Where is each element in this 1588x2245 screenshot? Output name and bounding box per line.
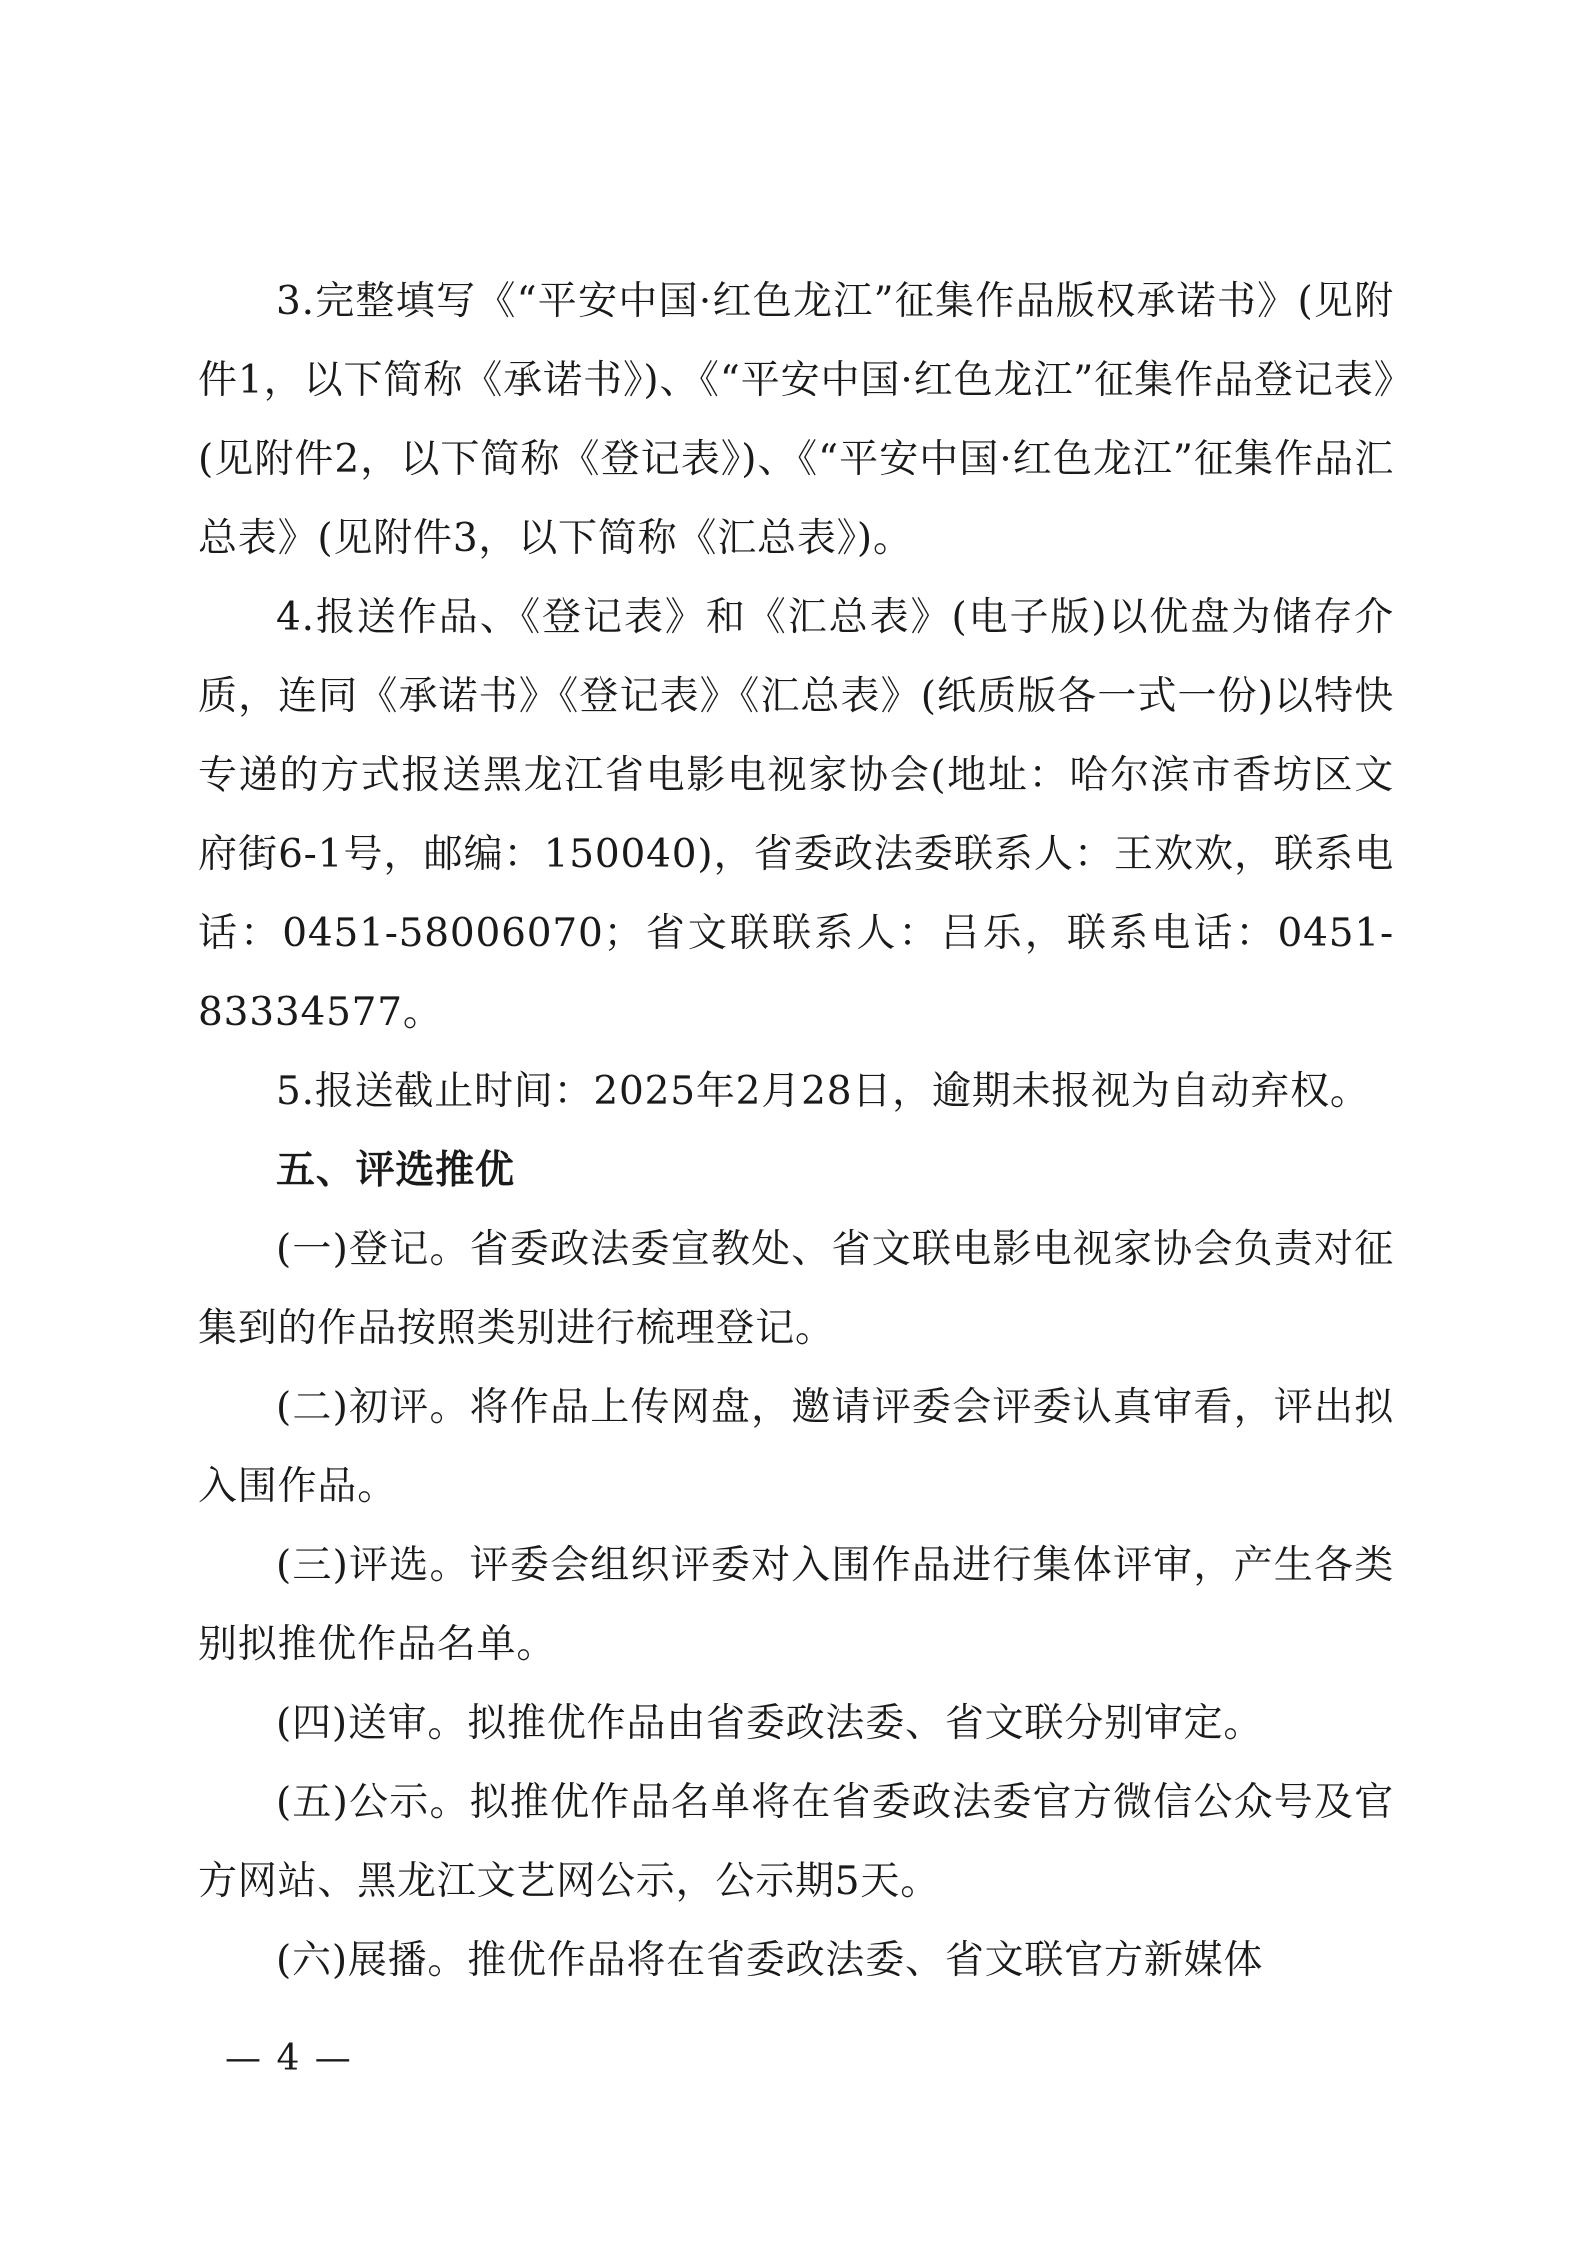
- paragraph-preliminary-review: (二)初评。将作品上传网盘，邀请评委会评委认真审看，评出拟入围作品。: [198, 1385, 1394, 1509]
- paragraph-broadcast: (六)展播。推优作品将在省委政法委、省文联官方新媒体: [276, 1938, 1264, 1983]
- paragraph-selection: (三)评选。评委会组织评委对入围作品进行集体评审，产生各类别拟推优作品名单。: [198, 1543, 1394, 1667]
- document-body: [198, 262, 1394, 2000]
- paragraph-submission-review: (四)送审。拟推优作品由省委政法委、省文联分别审定。: [276, 1701, 1264, 1746]
- paragraph-item-4: 4.报送作品、《登记表》和《汇总表》(电子版)以优盘为储存介质，连同《承诺书》《登记表》《汇总表》(纸质版各一式一份)以特快专递的方式报送黑龙江省电影电视家协会(地址：哈尔滨市香坊区文府街6-1号，邮编：150040)，省委政法委联系人：王欢欢，联系电话：0451-58006070；省文联联系人：吕乐，联系电话：0451-83334577。: [198, 595, 1394, 1035]
- page-number: — 4 —: [225, 2038, 353, 2079]
- paragraph-public-notice: (五)公示。拟推优作品名单将在省委政法委官方微信公众号及官方网站、黑龙江文艺网公示，公示期5天。: [198, 1780, 1394, 1904]
- paragraph-item-5: 5.报送截止时间：2025年2月28日，逾期未报视为自动弃权。: [276, 1069, 1370, 1114]
- section-heading: 五、评选推优: [276, 1148, 515, 1193]
- paragraph-registration: (一)登记。省委政法委宣教处、省文联电影电视家协会负责对征集到的作品按照类别进行梳理登记。: [198, 1227, 1394, 1351]
- paragraph-item-3: 3.完整填写《“平安中国·红色龙江”征集作品版权承诺书》(见附件1，以下简称《承诺书》)、《“平安中国·红色龙江”征集作品登记表》(见附件2，以下简称《登记表》)、《“平安中国·红色龙江”征集作品汇总表》(见附件3，以下简称《汇总表》)。: [198, 279, 1394, 561]
